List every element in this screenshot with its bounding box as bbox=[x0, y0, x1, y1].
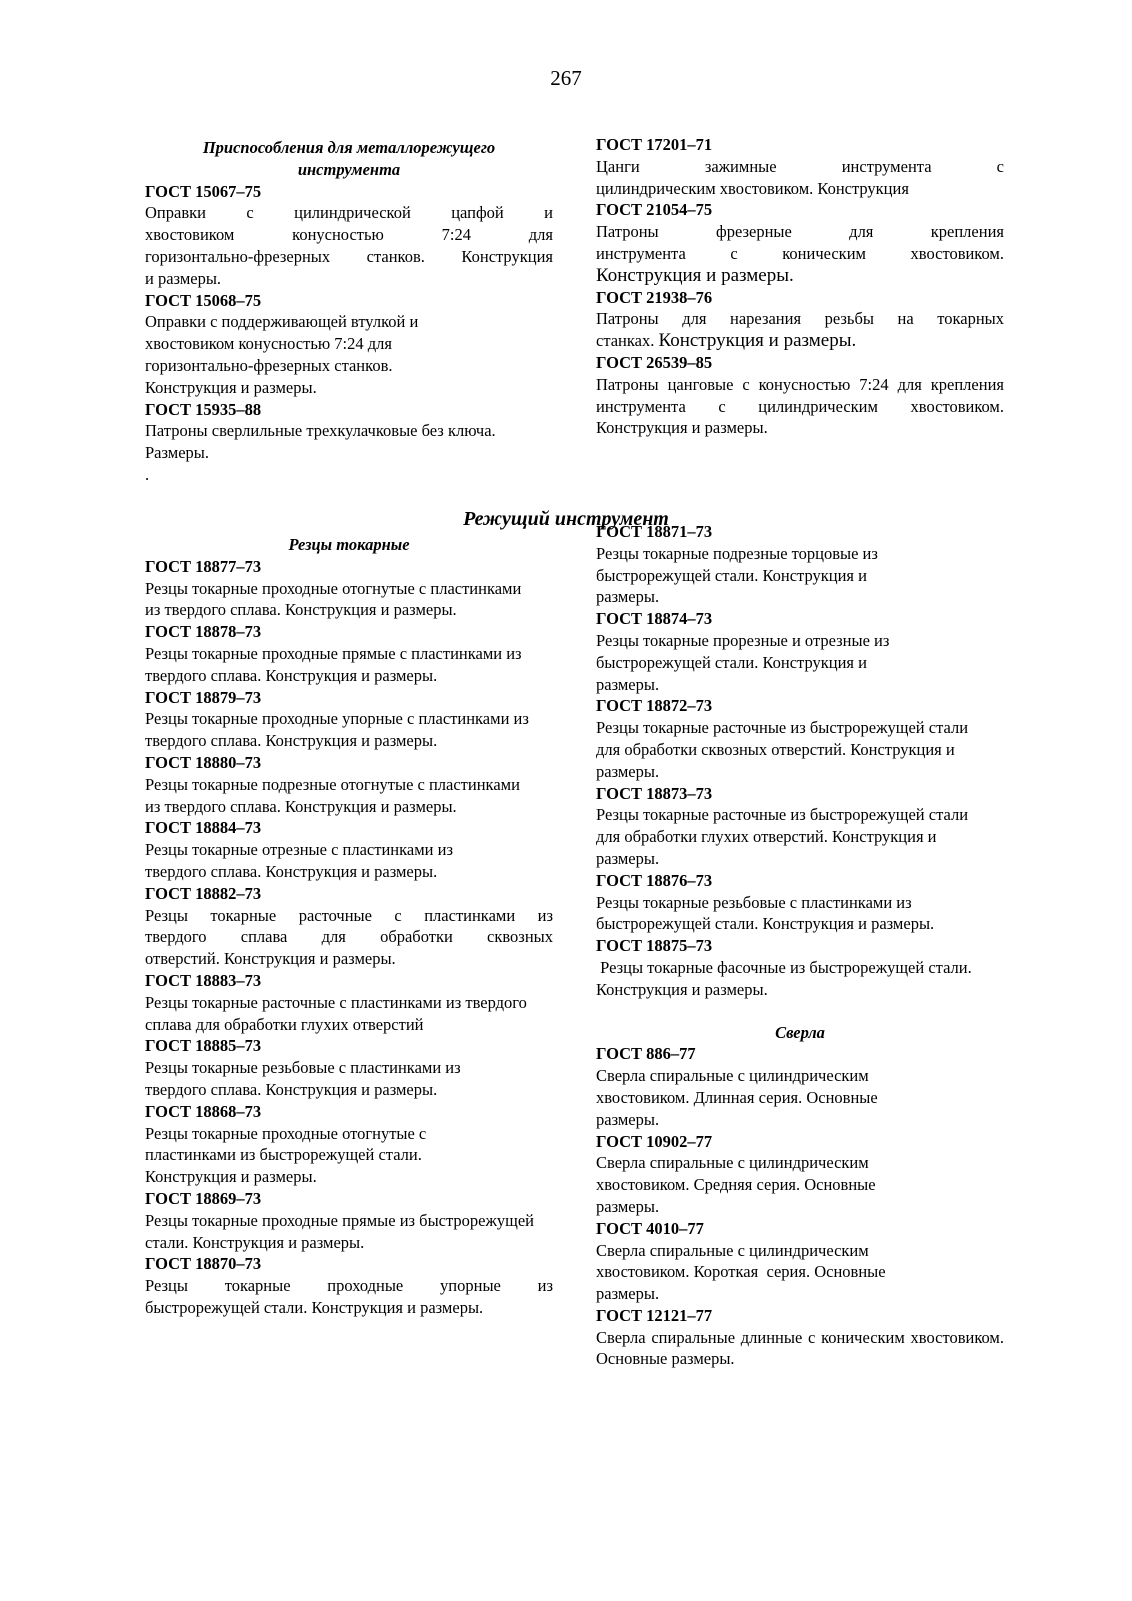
gost-code: ГОСТ 18875–73 bbox=[596, 936, 713, 956]
gost-code: ГОСТ 18878–73 bbox=[145, 622, 262, 642]
gost-description-line: Оправки с цилиндрической цапфой и bbox=[145, 203, 553, 223]
gost-description: Резцы токарные проходные отогнутые с пластинками из твердого сплава. Конструкция и размеры. bbox=[145, 578, 522, 620]
gost-code: ГОСТ 21938–76 bbox=[596, 287, 713, 307]
gost-code: ГОСТ 15935–88 bbox=[145, 399, 262, 419]
page-number: 267 bbox=[550, 66, 582, 90]
gost-code: ГОСТ 10902–77 bbox=[596, 1131, 713, 1151]
gost-code: ГОСТ 12121–77 bbox=[596, 1305, 713, 1325]
gost-code: ГОСТ 886–77 bbox=[596, 1044, 696, 1064]
gost-description-line: твердого сплава для обработки сквозных bbox=[145, 927, 553, 947]
gost-code: ГОСТ 17201–71 bbox=[596, 135, 713, 154]
gost-description: Резцы токарные подрезные торцовые из быстрорежущей стали. Конструкция и размеры. bbox=[596, 543, 878, 607]
cutters-subheading: Резцы токарные bbox=[288, 535, 410, 554]
gost-description-line: хвостовиком конусностью 7:24 для bbox=[145, 225, 553, 245]
gost-code: ГОСТ 18885–73 bbox=[145, 1036, 262, 1056]
gost-description: Резцы токарные расточные из быстрорежущей стали для обработки глухих отверстий. Конструкция и размеры. bbox=[596, 805, 969, 868]
gost-code: ГОСТ 18873–73 bbox=[596, 783, 713, 803]
gost-code: ГОСТ 18869–73 bbox=[145, 1188, 262, 1208]
gost-code: ГОСТ 15067–75 bbox=[145, 181, 262, 201]
gost-description-line: и размеры. bbox=[145, 268, 222, 288]
gost-code: ГОСТ 18879–73 bbox=[145, 687, 262, 707]
gost-code: ГОСТ 26539–85 bbox=[596, 352, 713, 372]
gost-description: Резцы токарные резьбовые с пластинками из быстрорежущей стали. Конструкция и размеры. bbox=[596, 892, 935, 934]
gost-code: ГОСТ 18876–73 bbox=[596, 870, 713, 890]
fixtures-left-column bbox=[145, 137, 553, 486]
gost-code: ГОСТ 18877–73 bbox=[145, 556, 262, 576]
gost-description-line: горизонтально-фрезерных станков. Конструкция bbox=[145, 246, 553, 266]
gost-description: Резцы токарные подрезные отогнутые с пластинками из твердого сплава. Конструкция и размеры. bbox=[145, 774, 520, 816]
gost-code: ГОСТ 15068–75 bbox=[145, 290, 262, 310]
gost-description: Сверла спиральные с цилиндрическим хвостовиком. Длинная серия. Основные размеры. bbox=[596, 1066, 878, 1129]
fixtures-heading-line1: Приспособления для металлорежущего bbox=[202, 138, 496, 157]
gost-code: ГОСТ 18871–73 bbox=[596, 522, 713, 541]
gost-description-line: Резцы токарные проходные упорные из bbox=[145, 1276, 553, 1296]
fixtures-heading-line2: инструмента bbox=[297, 159, 401, 179]
gost-code: ГОСТ 18880–73 bbox=[145, 752, 262, 772]
gost-description: Резцы токарные проходные упорные с пластинками из твердого сплава. Конструкция и размеры. bbox=[145, 709, 529, 751]
gost-code: ГОСТ 4010–77 bbox=[596, 1218, 704, 1238]
gost-description: Сверла спиральные длинные с коническим хвостовиком. Основные размеры. bbox=[596, 1327, 1004, 1369]
gost-code: ГОСТ 18868–73 bbox=[145, 1101, 262, 1121]
gost-description: Оправки с поддерживающей втулкой и хвостовиком конусностью 7:24 для горизонтально-фрезерных станков. Конструкция и размеры. bbox=[145, 312, 419, 397]
gost-description: Сверла спиральные с цилиндрическим хвостовиком. Короткая серия. Основные размеры. bbox=[596, 1240, 890, 1304]
gost-description: Сверла спиральные с цилиндрическим хвостовиком. Средняя серия. Основные размеры. bbox=[596, 1153, 876, 1216]
gost-description-line bbox=[596, 330, 1004, 352]
cutting-tools-heading: Режущий инструмент bbox=[463, 508, 669, 530]
gost-code: ГОСТ 21054–75 bbox=[596, 200, 713, 220]
gost-code: ГОСТ 18870–73 bbox=[145, 1254, 262, 1274]
gost-description: Резцы токарные проходные прямые с пластинками из твердого сплава. Конструкция и размеры. bbox=[145, 643, 522, 685]
gost-description: Патроны цанговые с конусностью 7:24 для крепления инструмента с цилиндрическим хвостовиком. Конструкция и размеры. bbox=[596, 374, 1004, 438]
gost-description-line: Цанги зажимные инструмента с bbox=[596, 156, 1004, 176]
cutters-right-column bbox=[596, 521, 1004, 1370]
gost-description-line: цилиндрическим хвостовиком. Конструкция bbox=[596, 178, 909, 198]
gost-description: Резцы токарные проходные прямые из быстрорежущей стали. Конструкция и размеры. bbox=[145, 1210, 534, 1252]
fixtures-right-column bbox=[596, 134, 1004, 439]
gost-description-line: отверстий. Конструкция и размеры. bbox=[145, 949, 396, 969]
gost-description-line: инструмента с коническим хвостовиком. bbox=[596, 243, 1004, 263]
gost-code: ГОСТ 18884–73 bbox=[145, 818, 262, 838]
gost-description: Резцы токарные фасочные из быстрорежущей стали. Конструкция и размеры. bbox=[596, 957, 976, 999]
gost-code: ГОСТ 18883–73 bbox=[145, 970, 262, 990]
gost-description: Резцы токарные расточные с пластинками из твердого сплава для обработки глухих отверстий bbox=[145, 992, 527, 1034]
drills-subheading: Сверла bbox=[775, 1022, 825, 1042]
gost-description: Резцы токарные отрезные с пластинками из твердого сплава. Конструкция и размеры. bbox=[145, 840, 453, 881]
gost-description: Резцы токарные расточные из быстрорежущей стали для обработки сквозных отверстий. Конструкция и размеры. bbox=[596, 718, 969, 781]
trailing-dot: . bbox=[145, 464, 150, 484]
gost-code: ГОСТ 18874–73 bbox=[596, 609, 713, 629]
gost-description-line: Конструкция и размеры. bbox=[596, 264, 794, 286]
gost-description: Резцы токарные проходные отогнутые с пластинками из быстрорежущей стали. Конструкция и размеры. bbox=[145, 1123, 427, 1187]
fixtures-heading bbox=[145, 137, 553, 181]
gost-description-line: быстрорежущей стали. Конструкция и размеры. bbox=[145, 1297, 484, 1317]
gost-description-line: Патроны для нарезания резьбы на токарных bbox=[596, 309, 1004, 329]
gost-description: Патроны сверлильные трехкулачковые без ключа. Размеры. bbox=[145, 421, 496, 463]
gost-code: ГОСТ 18882–73 bbox=[145, 883, 262, 903]
gost-description-line: Патроны фрезерные для крепления bbox=[596, 222, 1004, 242]
gost-description-line: Резцы токарные расточные с пластинками из bbox=[145, 905, 553, 925]
gost-code: ГОСТ 18872–73 bbox=[596, 696, 713, 716]
cutters-left-column bbox=[145, 534, 553, 1319]
gost-description-part: станках. bbox=[596, 331, 655, 351]
gost-description: Резцы токарные прорезные и отрезные из быстрорежущей стали. Конструкция и размеры. bbox=[596, 630, 890, 694]
gost-description-part: Конструкция и размеры. bbox=[658, 330, 857, 352]
gost-description: Резцы токарные резьбовые с пластинками из твердого сплава. Конструкция и размеры. bbox=[145, 1058, 461, 1099]
